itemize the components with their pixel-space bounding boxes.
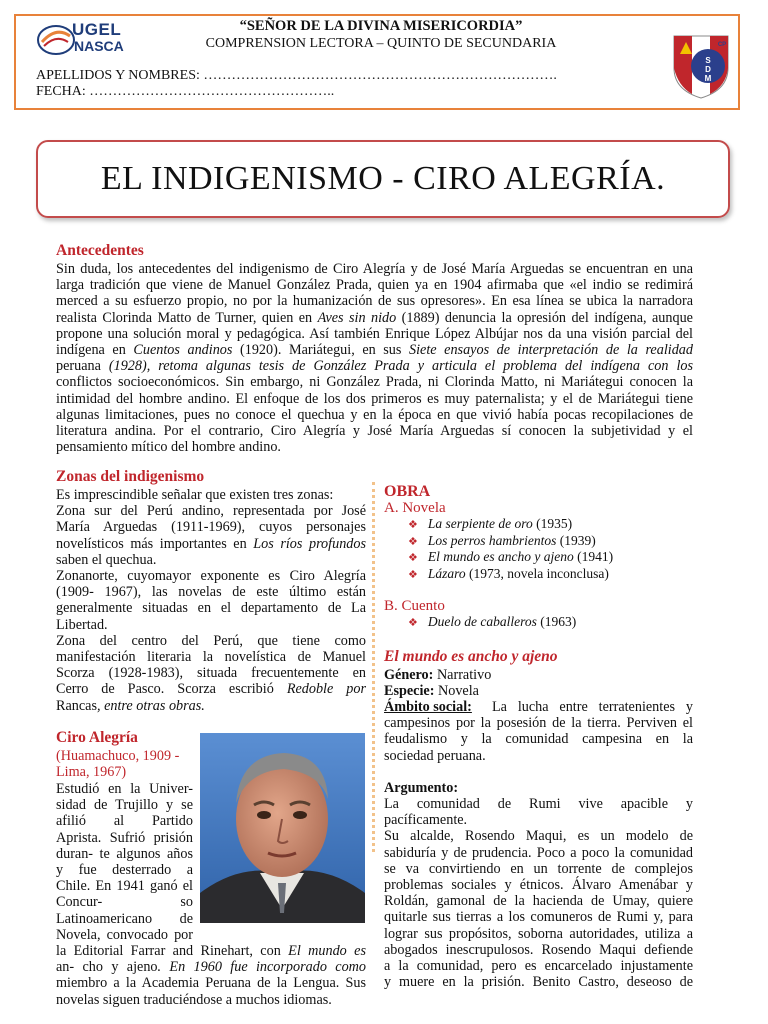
ciro-bio-line: Chile. En 1941 ganó el — [56, 878, 193, 895]
worksheet-subtitle: COMPRENSION LECTORA – QUINTO DE SECUNDARIA — [205, 36, 557, 51]
zonas-line: Rancas, entre otras obras. — [56, 697, 205, 714]
novela-item — [408, 549, 613, 565]
cuento-item — [408, 614, 576, 630]
especie-value: Novela — [434, 683, 479, 699]
date-field-line: FECHA: …………………………………………….. — [36, 84, 335, 99]
ciro-bio-line: Novela, convocado por — [56, 926, 193, 943]
argumento-line: abogados inescrupulosos. Rosendo Maqui defiende — [384, 941, 693, 958]
especie-label: Especie: — [384, 683, 435, 699]
ambito-line: sociedad peruana. — [384, 747, 486, 764]
novela-item — [408, 516, 572, 532]
bullet-diamond-icon: ❖ — [408, 535, 418, 548]
zonas-line: generalmente situadas en el departamento de La — [56, 600, 366, 617]
cuento-label: B. Cuento — [384, 598, 445, 614]
antecedentes-paragraph — [56, 261, 693, 455]
zonas-line: Libertad. — [56, 616, 108, 633]
zonas-line: Cerro de Pasco. Scorza escribió Redoble por — [56, 681, 366, 698]
shield-letters-m: M — [704, 74, 712, 83]
ambito-label: Ámbito social: — [384, 699, 472, 715]
antecedentes-line: realista Clorinda Matto de Turner, quien en Aves sin nido (1889) denuncia la opresión del indígena, aunque — [56, 309, 693, 326]
zonas-heading: Zonas del indigenismo — [56, 468, 205, 485]
argumento-line: se va convirtiendo en un torrente de complejos — [384, 860, 693, 877]
ciro-dates-line-2: Lima, 1967) — [56, 764, 127, 781]
genero-label: Género: — [384, 667, 434, 683]
antecedentes-line: larga tradición que viene de Manuel González Prada, quien ya en 1904 afirmaba que «el indio se redimirá — [56, 277, 693, 294]
zonas-line: manifestación literaria la novelística de Manuel — [56, 649, 366, 666]
ugel-logo — [36, 20, 136, 60]
zonas-line: Es imprescindible señalar que existen tres zonas: — [56, 487, 334, 503]
novela-item — [408, 566, 609, 582]
antecedentes-line: algunas limitaciones, pues no conoce el quechua y en la época en que vivió había pocas recopilaciones de — [56, 406, 693, 423]
bullet-diamond-icon: ❖ — [408, 617, 418, 629]
argumento-paragraph — [384, 796, 693, 990]
antecedentes-line: indígena en Cuentos andinos (1920). Mariátegui, en sus Siete ensayos de interpretación de la realidad — [56, 342, 693, 359]
ciro-bio-line: Estudió en la Univer- — [56, 781, 193, 797]
ciro-bio-line: Latinoamericano de — [56, 910, 193, 927]
antecedentes-line: pensamiento mítico del hombre andino. — [56, 439, 281, 456]
novela-title: Lázaro — [427, 565, 466, 581]
ugel-emblem-icon — [36, 22, 76, 58]
argumento-line: quitarle sus tierras a los comuneros de Rumi y, para — [384, 909, 693, 926]
ciro-bio-line: sidad de Trujillo y se — [56, 797, 193, 814]
logo-ugel-text: UGEL — [72, 20, 122, 39]
bullet-diamond-icon: ❖ — [408, 519, 418, 531]
ciro-bio-line: novelas siguen traduciéndose a muchos idiomas. — [56, 991, 332, 1008]
ciro-bio-continued — [56, 943, 366, 1008]
argumento-line: problemas sociales y étnicos. Álvaro Amenábar y — [384, 877, 693, 894]
antecedentes-line: peruana (1928), retoma algunas tesis de González Prada y articula el problema del indígena con los — [56, 358, 693, 375]
obra-heading: OBRA — [384, 483, 431, 500]
zonas-line: saben el quechua. — [56, 551, 157, 568]
shield-letters-d: D — [705, 65, 711, 74]
title-box — [36, 140, 730, 218]
name-field-line: APELLIDOS Y NOMBRES: …………………………………………………………………. — [36, 68, 557, 83]
novela-year: (1935) — [532, 516, 573, 531]
shield-cp: CP — [717, 42, 727, 48]
document-header — [14, 14, 740, 110]
page-title: EL INDIGENISMO - CIRO ALEGRÍA. — [100, 160, 666, 197]
zonas-line: María Arguedas (1911-1969), cuyos personajes — [56, 519, 366, 536]
ambito-line: La lucha entre terratenientes y — [492, 699, 693, 715]
ciro-alegria-portrait — [200, 733, 365, 923]
school-shield-icon — [668, 32, 734, 100]
genero-line — [384, 667, 491, 683]
especie-line — [384, 683, 479, 699]
zonas-line: Scorza (1928-1983), situada frecuentemente en — [56, 665, 366, 682]
novela-title: La serpiente de oro — [427, 516, 533, 531]
mundo-heading: El mundo es ancho y ajeno — [384, 648, 558, 665]
ciro-bio-line: la Editorial Farrar and Rinehart, con El mundo es — [56, 943, 366, 959]
novela-title: El mundo es ancho y ajeno — [427, 549, 574, 564]
zonas-paragraph — [56, 487, 366, 714]
argumento-line: La comunidad de Rumi vive apacible y pacíficamente. — [384, 796, 693, 829]
bullet-diamond-icon: ❖ — [408, 552, 418, 564]
argumento-label: Argumento: — [384, 780, 459, 796]
zonas-line: (1909- 1967), las novelas de este último están — [56, 584, 366, 601]
genero-value: Narrativo — [433, 667, 492, 683]
argumento-line: Roldán, gamonal de la hacienda de Umay, quiere — [384, 893, 693, 910]
zonas-line: Zonanorte, cuyomayor exponente es Ciro Alegría — [56, 568, 366, 585]
novela-year: (1973, novela inconclusa) — [465, 565, 609, 581]
ciro-bio-paragraph — [56, 781, 193, 943]
school-name: “SEÑOR DE LA DIVINA MISERICORDIA” — [239, 18, 523, 34]
antecedentes-line: merced a su esfuerzo propio, no por la humanización de sus opresores». En esa línea se ubica la narradora — [56, 293, 693, 310]
cuento-year: (1963) — [536, 614, 577, 629]
antecedentes-line: literatura andina. Por el contrario, Ciro Alegría y José María Arguedas sí conocen la subjetividad y el — [56, 423, 693, 440]
argumento-line: Su alcalde, Rosendo Maqui, es un modelo de — [384, 828, 693, 845]
ciro-bio-line: duran- te algunos años — [56, 845, 193, 862]
argumento-line: sabiduría y de prudencia. Poco a poco la comunidad — [384, 844, 693, 861]
novela-year: (1939) — [556, 532, 596, 548]
zonas-line: Zona del centro del Perú, que tiene como — [56, 632, 366, 649]
ciro-bio-line: y fue desterrado a — [56, 862, 193, 879]
ciro-bio-line: Concur- so — [56, 894, 193, 911]
ciro-bio-line: afilió al Partido — [56, 813, 193, 830]
ambito-line: campesinos por la posesión de la tierra. Perviven el — [384, 715, 693, 732]
ambito-paragraph — [384, 699, 693, 764]
argumento-line: lograr sus propósitos, soborna autoridades, utiliza a — [384, 925, 693, 942]
ambito-line: feudalismo y la comunidad campesina en la — [384, 731, 693, 748]
antecedentes-line: propone una solución moral y pedagógica. Así también Enrique López Albújar nos da una visión parcial del — [56, 325, 693, 342]
logo-nasca-text: NASCA — [74, 38, 124, 54]
antecedentes-line: Sin duda, los antecedentes del indigenismo de Ciro Alegría y de José María Arguedas se encuentran en una — [56, 261, 693, 277]
ciro-bio-line: an- cho y ajeno. En 1960 fue incorporado como — [56, 959, 367, 976]
ciro-dates-line-1: (Huamachuco, 1909 - — [56, 748, 180, 764]
antecedentes-line: intimidad del hombre andino. El enfoque de los dos primeros es muy paternalista; y el de Mariátegui tiene — [56, 390, 693, 407]
antecedentes-heading: Antecedentes — [56, 242, 144, 259]
argumento-line: a la comunidad, pero es encarcelado injustamente — [384, 958, 693, 975]
ciro-dates — [56, 748, 179, 780]
bullet-diamond-icon: ❖ — [408, 568, 418, 581]
ciro-bio-line: miembro a la Academia Peruana de la Lengua. Sus — [56, 975, 366, 992]
antecedentes-line: conflictos socioeconómicos. Sin embargo, ni González Prada, ni Clorinda Matto, ni Mariátegui conocen la — [56, 374, 693, 391]
novela-year: (1941) — [573, 549, 614, 564]
zonas-line: Zona sur del Perú andino, representada por José — [56, 503, 366, 520]
novela-item — [408, 533, 596, 549]
column-divider — [372, 482, 375, 852]
novela-label: A. Novela — [384, 500, 446, 516]
novela-title: Los perros hambrientos — [427, 532, 557, 548]
shield-letters-s: S — [705, 56, 711, 65]
zonas-line: novelísticos más importantes en Los ríos profundos — [56, 535, 366, 552]
ciro-bio-line: Aprista. Sufrió prisión — [56, 829, 193, 846]
cuento-title: Duelo de caballeros — [427, 614, 537, 629]
argumento-line: y muere en la prisión. Benito Castro, deseoso de — [384, 974, 693, 991]
ciro-heading: Ciro Alegría — [56, 729, 138, 746]
